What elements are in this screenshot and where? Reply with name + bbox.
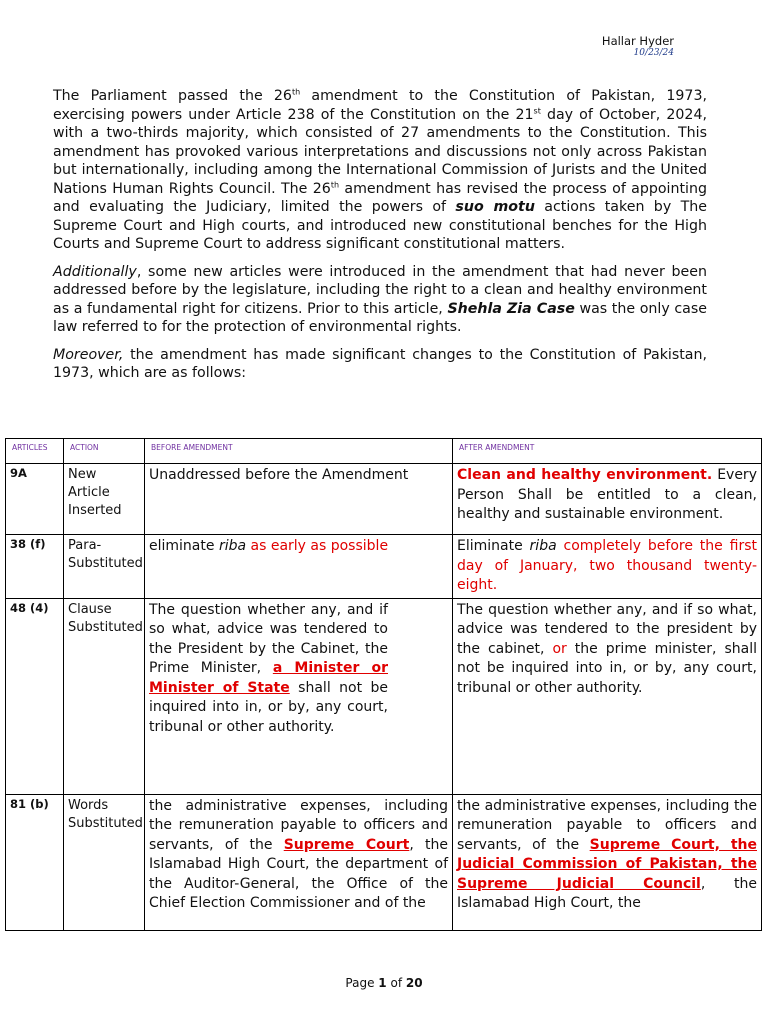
author-name: Hallar Hyder bbox=[601, 34, 674, 48]
action-cell: Words Substituted bbox=[64, 794, 145, 930]
table-row bbox=[6, 598, 762, 794]
document-date: 10/23/24 bbox=[633, 48, 674, 58]
article-number: 81 (b) bbox=[6, 794, 64, 930]
header-action: ACTION bbox=[64, 439, 145, 464]
moreover-paragraph: Moreover, the amendment has made significant changes to the Constitution of Pakistan, 1973, which are as follows: bbox=[53, 346, 707, 381]
table-header-row bbox=[6, 439, 762, 464]
additionally-paragraph: Additionally, some new articles were introduced in the amendment that had never been addressed before by the legislature, including the right to a clean and healthy environment as a fundamental right for citizens. Prior to this article, Shehla Zia Case was the only case law referred to for the protection of environmental rights. bbox=[53, 263, 707, 335]
after-cell: The question whether any, and if so what, advice was tendered to the president by the cabinet, or the prime minister, shall not be inquired into in, or by, any court, tribunal or other authority. bbox=[453, 598, 762, 794]
amendments-table bbox=[5, 438, 762, 931]
table-row bbox=[6, 464, 762, 535]
before-cell: The question whether any, and if so what, advice was tendered to the President by the Cabinet, the Prime Minister, a Minister or Minister of State shall not be inquired into in, or by, any court, tribunal or other authority. bbox=[145, 598, 453, 794]
action-cell: Clause Substituted bbox=[64, 598, 145, 794]
document-body bbox=[53, 87, 707, 392]
page-footer: Page 1 of 20 bbox=[345, 976, 423, 990]
total-pages: 20 bbox=[405, 976, 423, 990]
after-cell: the administrative expenses, including the remuneration payable to officers and servants, of the Supreme Court, the Judicial Commission of Pakistan, the Supreme Judicial Council, the Islamabad High Court, the bbox=[453, 794, 762, 930]
shehla-zia-case: Shehla Zia Case bbox=[447, 300, 575, 317]
after-cell: Eliminate riba completely before the first day of January, two thousand twenty-eight. bbox=[453, 535, 762, 599]
suo-motu-term: suo motu bbox=[455, 199, 535, 215]
after-cell: Clean and healthy environment. Every Person Shall be entitled to a clean, healthy and sustainable environment. bbox=[453, 464, 762, 535]
action-cell: New Article Inserted bbox=[64, 464, 145, 535]
before-cell: Unaddressed before the Amendment bbox=[145, 464, 453, 535]
header-after: AFTER AMENDMENT bbox=[453, 439, 762, 464]
table-row bbox=[6, 535, 762, 599]
current-page: 1 bbox=[378, 976, 387, 990]
before-cell: eliminate riba as early as possible bbox=[145, 535, 453, 599]
table-row bbox=[6, 794, 762, 930]
article-number: 38 (f) bbox=[6, 535, 64, 599]
action-cell: Para-Substituted bbox=[64, 535, 145, 599]
document-author-block bbox=[602, 34, 674, 59]
header-before: BEFORE AMENDMENT bbox=[145, 439, 453, 464]
article-number: 48 (4) bbox=[6, 598, 64, 794]
article-number: 9A bbox=[6, 464, 64, 535]
header-articles: ARTICLES bbox=[6, 439, 64, 464]
before-cell: the administrative expenses, including the remuneration payable to officers and servants, of the Supreme Court, the Islamabad High Court, the department of the Auditor-General, the Office of the Chief Election Commissioner and of the bbox=[145, 794, 453, 930]
intro-paragraph: The Parliament passed the 26th amendment to the Constitution of Pakistan, 1973, exercising powers under Article 238 of the Constitution on the 21st day of October, 2024, with a two-thirds majority, which consisted of 27 amendments to the Constitution. This amendment has provoked various interpretations and discussions not only across Pakistan but internationally, including among the International Commission of Jurists and the United Nations Human Rights Council. The 26th amendment has revised the process of appointing and evaluating the Judiciary, limited the powers of suo motu actions taken by The Supreme Court and High courts, and introduced new constitutional benches for the High Courts and Supreme Court to address significant constitutional matters. bbox=[53, 87, 707, 252]
